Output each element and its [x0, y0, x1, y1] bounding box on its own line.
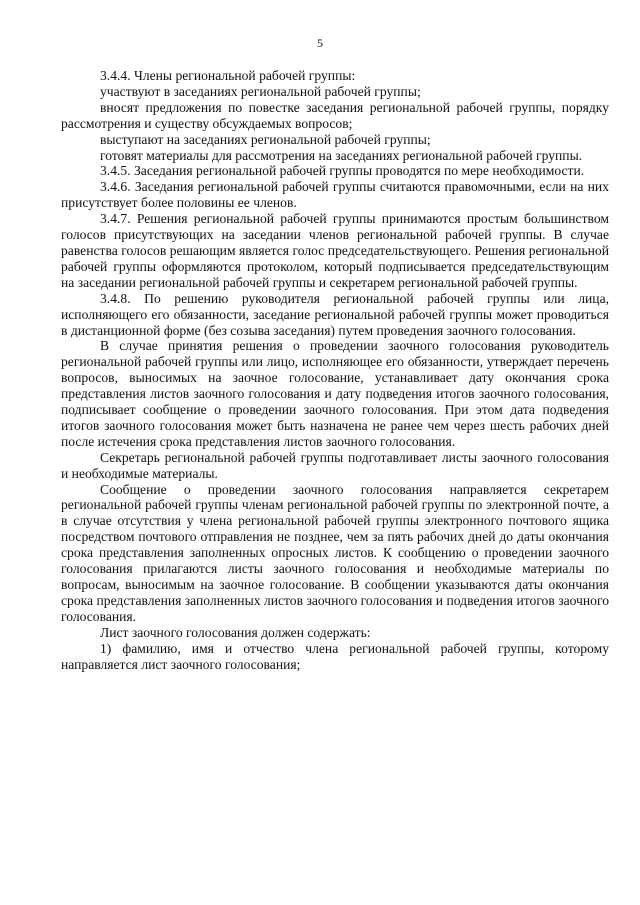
page-number: 5 — [317, 36, 323, 50]
paragraph: готовят материалы для рассмотрения на заседаниях региональной рабочей группы. — [100, 147, 583, 163]
paragraph: 3.4.7. Решения региональной рабочей группы принимаются простым большинством голосов присутствующих на заседании членов региональной рабочей группы. В случае равенства голосов решающим является голос председательствующего. Решения региональной рабочей группы оформляются протоколом, который подписывается председательствующим на заседании региональной рабочей группы и секретарем региональной рабочей группы. — [61, 211, 609, 290]
paragraph: В случае принятия решения о проведении заочного голосования руководитель региональной рабочей группы или лицо, исполняющее его обязанности, утверждает перечень вопросов, выносимых на заочное голосование, устанавливает дату окончания срока представления листов заочного голосования и дату подведения итогов заочного голосования, подписывает сообщение о проведении заочного голосования. При этом дата подведения итогов заочного голосования может быть назначена не ранее чем через шесть рабочих дней после истечения срока представления листов заочного голосования. — [61, 338, 609, 449]
paragraph: Сообщение о проведении заочного голосования направляется секретарем региональной рабочей группы членам региональной рабочей группы по электронной почте, а в случае отсутствия у члена региональной рабочей группы электронного почтового ящика посредством почтового отправления не позднее, чем за пять рабочих дней до даты окончания срока представления заполненных опросных листов. К сообщению о проведении заочного голосования прилагаются листы заочного голосования и необходимые материалы по вопросам, выносимым на заочное голосование. В сообщении указываются даты окончания срока представления заполненных листов заочного голосования и подведения итогов заочного голосования. — [61, 481, 609, 624]
document-body — [61, 68, 609, 672]
paragraph: 3.4.8. По решению руководителя региональной рабочей группы или лица, исполняющего его обязанности, заседание региональной рабочей группы может проводиться в дистанционной форме (без созыва заседания) путем проведения заочного голосования. — [61, 290, 609, 338]
paragraph: 1) фамилию, имя и отчество члена региональной рабочей группы, которому направляется лист заочного голосования; — [61, 640, 609, 672]
paragraph: Лист заочного голосования должен содержать: — [100, 624, 371, 640]
paragraph: вносят предложения по повестке заседания региональной рабочей группы, порядку рассмотрения и существу обсуждаемых вопросов; — [61, 99, 609, 131]
paragraph: участвуют в заседаниях региональной рабочей группы; — [100, 83, 421, 99]
paragraph: Секретарь региональной рабочей группы подготавливает листы заочного голосования и необходимые материалы. — [61, 449, 609, 481]
paragraph: 3.4.4. Члены региональной рабочей группы: — [100, 68, 356, 83]
paragraph: 3.4.5. Заседания региональной рабочей группы проводятся по мере необходимости. — [100, 163, 585, 179]
paragraph: выступают на заседаниях региональной рабочей группы; — [100, 131, 431, 147]
paragraph: 3.4.6. Заседания региональной рабочей группы считаются правомочными, если на них присутствует более половины ее членов. — [61, 179, 609, 211]
